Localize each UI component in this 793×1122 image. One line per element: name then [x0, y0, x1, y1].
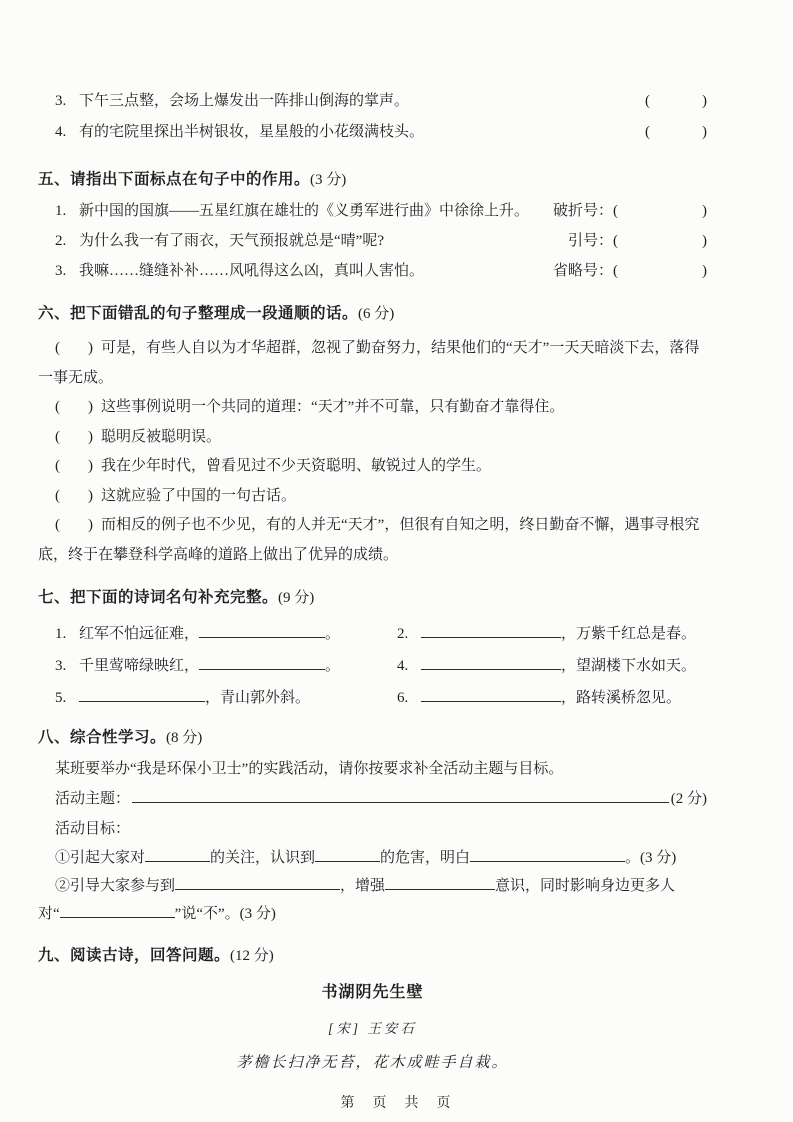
- paren-close: ): [88, 340, 93, 356]
- paren-open: (: [55, 399, 60, 415]
- sentence-text: 而相反的例子也不少见，有的人并无“天才”，但很有自知之明，终日勤奋不懈，遇事寻根究底，终于在攀登科学高峰的道路上做出了优异的成绩。: [38, 517, 700, 563]
- paren-open: (: [55, 487, 60, 504]
- item-number: 4.: [397, 658, 409, 674]
- verse-after: 。: [325, 626, 341, 642]
- paren-open: (: [613, 263, 618, 279]
- paren-open: (: [645, 124, 650, 140]
- answer-blank: [315, 849, 380, 862]
- poem-completion-item: [38, 618, 380, 650]
- answer-blank: [470, 849, 625, 862]
- question-item: [38, 196, 707, 226]
- sentence-text: 聪明反被聪明误。: [101, 428, 222, 445]
- paren-close: ): [702, 263, 707, 279]
- activity-goal-1: [38, 844, 707, 872]
- poem-completion-item: [380, 618, 707, 650]
- activity-intro: 某班要举办“我是环保小卫士”的实践活动，请你按要求补全活动主题与目标。: [55, 761, 564, 777]
- sentence-text: 可是，有些人自以为才华超群，忽视了勤奋努力，结果他们的“天才”一天天暗淡下去，落得一事无成。: [38, 340, 700, 386]
- verse-before: 千里莺啼绿映红，: [79, 658, 200, 674]
- question-item: [38, 117, 707, 148]
- item-text: 下午三点整，会场上爆发出一阵排山倒海的掌声。: [79, 93, 410, 109]
- goal-text: 意识，同时影响身边更多人: [495, 878, 676, 894]
- section-5: [38, 164, 707, 286]
- sentence-text: 这就应验了中国的一句古话。: [101, 487, 297, 504]
- item-text: 为什么我一有了雨衣，天气预报就总是“晴”呢?: [79, 233, 384, 249]
- punctuation-label: 引号：: [567, 233, 613, 249]
- heading-text: 五、请指出下面标点在句子中的作用。: [38, 171, 311, 188]
- theme-score: (2 分): [670, 791, 707, 807]
- goal-text: 的危害，明白: [380, 850, 471, 866]
- heading-score: (12 分): [230, 948, 274, 964]
- section-6-heading: [38, 298, 707, 330]
- verse-after: ，万紫千红总是春。: [561, 626, 697, 642]
- item-number: 5.: [55, 690, 67, 706]
- paren-close: ): [88, 487, 93, 504]
- heading-text: 七、把下面的诗词名句补充完整。: [38, 589, 279, 606]
- paren-open: (: [613, 203, 618, 219]
- heading-text: 九、阅读古诗，回答问题。: [38, 947, 231, 964]
- activity-theme-row: [38, 784, 707, 814]
- answer-parentheses: [645, 86, 707, 117]
- paren-close: ): [702, 233, 707, 249]
- answer-blank: [421, 657, 561, 670]
- goal-score: 。(3 分): [625, 850, 677, 866]
- answer-parentheses: [645, 117, 707, 148]
- goal-text: ，增强: [340, 878, 386, 894]
- section-7: [38, 582, 707, 714]
- item-number: 1.: [55, 203, 67, 219]
- item-text: 新中国的国旗——五星红旗在雄壮的《义勇军进行曲》中徐徐上升。: [79, 203, 530, 219]
- item-text: 有的宅院里探出半树银妆，星星般的小花缀满枝头。: [79, 124, 425, 140]
- answer-blank: [60, 905, 175, 918]
- reorder-item: [38, 482, 707, 512]
- section-8-heading: [38, 722, 707, 754]
- answer-blank: [175, 877, 340, 890]
- answer-blank: [79, 689, 205, 702]
- heading-text: 八、综合性学习。: [38, 729, 167, 746]
- question-item: [38, 256, 707, 286]
- poem-completion-item: [380, 650, 707, 682]
- paren-close: ): [88, 517, 93, 533]
- theme-label: 活动主题：: [55, 791, 131, 807]
- reorder-item: [38, 511, 707, 570]
- paren-open: (: [55, 428, 60, 445]
- verse-after: ，望湖楼下水如天。: [561, 658, 697, 674]
- punctuation-answer: [551, 226, 707, 256]
- poem-line: 茅檐长扫净无苔，花木成畦手自栽。: [236, 1055, 509, 1071]
- answer-blank: [145, 849, 210, 862]
- goal-text: 的关注，认识到: [210, 850, 316, 866]
- question-item: [38, 86, 707, 117]
- question-item: [38, 226, 707, 256]
- heading-score: (9 分): [278, 590, 315, 606]
- section-9-heading: [38, 940, 707, 972]
- section-8: [38, 722, 707, 928]
- punctuation-answer: [551, 256, 707, 286]
- paren-open: (: [55, 340, 60, 356]
- poem-completion-item: [380, 682, 707, 714]
- goal-text: ②引导大家参与到: [55, 878, 176, 894]
- heading-text: 六、把下面错乱的句子整理成一段通顺的话。: [38, 305, 359, 322]
- activity-goals-label: 活动目标：: [55, 821, 131, 837]
- activity-goal-2: [38, 872, 707, 900]
- heading-score: (6 分): [358, 306, 395, 322]
- paren-close: ): [702, 203, 707, 219]
- item-number: 4.: [55, 124, 67, 140]
- item-number: 3.: [55, 93, 67, 109]
- paren-close: ): [88, 399, 93, 415]
- paren-open: (: [645, 93, 650, 109]
- item-number: 3.: [55, 658, 67, 674]
- paren-open: (: [55, 458, 60, 474]
- reorder-item: [38, 452, 707, 482]
- sentence-text: 这些事例说明一个共同的道理：“天才”并不可靠，只有勤奋才靠得住。: [101, 399, 565, 415]
- activity-goal-2-continuation: [38, 900, 707, 928]
- paren-close: ): [702, 124, 707, 140]
- goal-score: ”说“不”。(3 分): [174, 906, 276, 922]
- paren-open: (: [613, 233, 618, 249]
- paren-close: ): [88, 428, 93, 445]
- goal-text: ①引起大家对: [55, 850, 146, 866]
- paren-open: (: [55, 517, 60, 533]
- poem-title: 书湖阴先生壁: [321, 984, 424, 1001]
- item-number: 1.: [55, 626, 67, 642]
- verse-after: ，路转溪桥忽见。: [561, 690, 682, 706]
- section-9: [38, 940, 707, 1078]
- reorder-item: [38, 334, 707, 393]
- answer-blank: [199, 625, 325, 638]
- punctuation-answer: [551, 196, 707, 226]
- item-text: 我嘛……缝缝补补……风吼得这么凶，真叫人害怕。: [79, 263, 425, 279]
- poem-completion-item: [38, 682, 380, 714]
- punctuation-label: 省略号：: [552, 263, 613, 279]
- heading-score: (8 分): [166, 730, 203, 746]
- section-4-tail: [38, 86, 707, 148]
- heading-score: (3 分): [310, 172, 347, 188]
- page-footer: 第 页 共 页: [340, 1096, 453, 1111]
- verse-before: 红军不怕远征难，: [79, 626, 200, 642]
- goal-text: 对“: [38, 906, 60, 922]
- answer-blank: [385, 877, 495, 890]
- poem-completion-item: [38, 650, 380, 682]
- section-6: [38, 298, 707, 570]
- answer-blank: [132, 790, 669, 803]
- section-5-heading: [38, 164, 707, 196]
- reorder-item: [38, 393, 707, 423]
- poem-author: [宋] 王安石: [328, 1021, 417, 1036]
- section-7-heading: [38, 582, 707, 614]
- paren-close: ): [88, 458, 93, 474]
- answer-blank: [421, 689, 561, 702]
- poem-completion-grid: [38, 618, 707, 714]
- answer-blank: [421, 625, 561, 638]
- verse-after: ，青山郭外斜。: [205, 690, 311, 706]
- reorder-sentences: [38, 334, 707, 570]
- verse-after: 。: [325, 658, 341, 674]
- item-number: 6.: [397, 690, 409, 706]
- item-number: 3.: [55, 263, 67, 279]
- punctuation-label: 破折号：: [552, 203, 613, 219]
- item-number: 2.: [397, 626, 409, 642]
- answer-blank: [199, 657, 325, 670]
- sentence-text: 我在少年时代，曾看见过不少天资聪明、敏锐过人的学生。: [101, 458, 492, 474]
- item-number: 2.: [55, 233, 67, 249]
- paren-close: ): [702, 93, 707, 109]
- reorder-item: [38, 423, 707, 453]
